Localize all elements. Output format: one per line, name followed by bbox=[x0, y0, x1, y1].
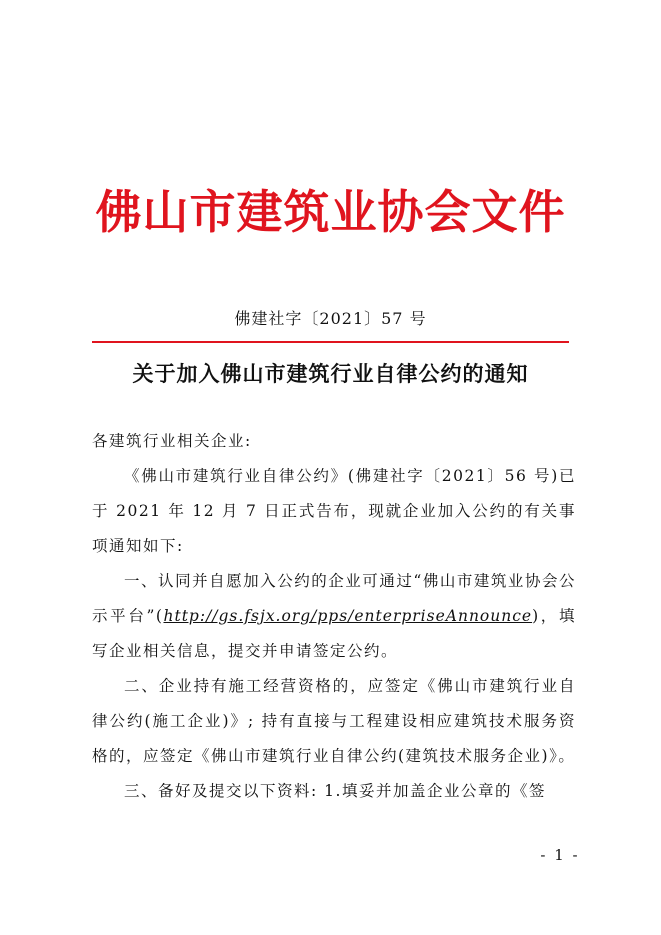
document-number: 佛建社字〔2021〕57 号 bbox=[234, 309, 427, 328]
item-3-paragraph: 三、备好及提交以下资料: 1.填妥并加盖企业公章的《签 bbox=[124, 782, 546, 800]
item-1-paragraph bbox=[92, 564, 576, 669]
item-1-prefix: 一、认同并自愿加入公约的企业可通过“佛山市建筑业协会公示平台”( bbox=[92, 572, 576, 625]
page-number: - 1 - bbox=[540, 846, 580, 864]
item-1-suffix: )，填写企业相关信息，提交并申请签定公约。 bbox=[92, 607, 576, 660]
red-divider-rule bbox=[92, 341, 569, 343]
notice-title: 关于加入佛山市建筑行业自律公约的通知 bbox=[132, 362, 529, 386]
notice-body bbox=[92, 424, 576, 809]
masthead-title: 佛山市建筑业协会文件 bbox=[95, 185, 566, 239]
item-2-paragraph: 二、企业持有施工经营资格的，应签定《佛山市建筑行业自律公约(施工企业)》; 持有直接与工程建设相应建筑技术服务资格的，应签定《佛山市建筑行业自律公约(建筑技术服务企业)》。 bbox=[92, 677, 576, 765]
intro-paragraph: 《佛山市建筑行业自律公约》(佛建社字〔2021〕56 号)已于 2021 年 12 月 7 日正式告布，现就企业加入公约的有关事项通知如下: bbox=[92, 467, 576, 555]
salutation: 各建筑行业相关企业: bbox=[92, 432, 252, 450]
platform-link[interactable]: http://gs.fsjx.org/pps/enterpriseAnnounce bbox=[163, 607, 533, 625]
